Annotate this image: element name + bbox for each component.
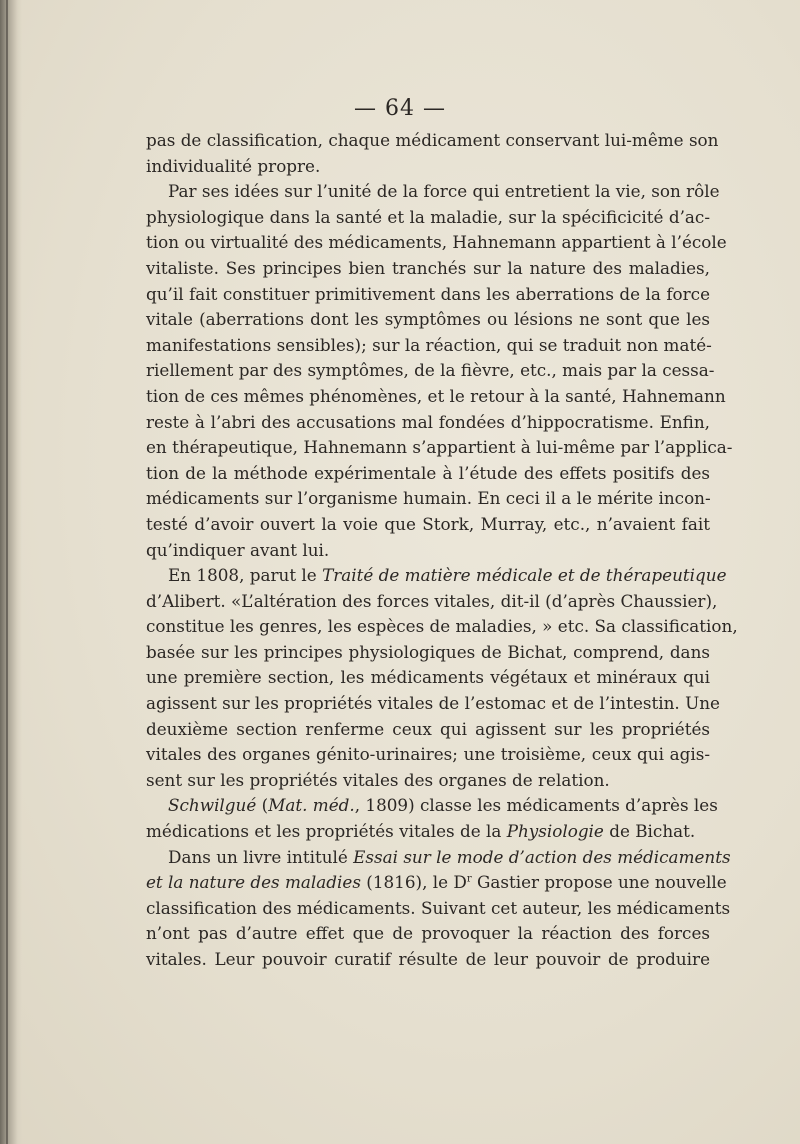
text-run: tion de ces mêmes phénomènes, et le retour à la santé, Hahnemann	[146, 385, 726, 406]
text-line	[146, 179, 720, 205]
text-line	[146, 461, 710, 487]
italic-title: et la nature des maladies	[146, 872, 361, 893]
italic-title: Essai sur le mode d’action des médicaments	[353, 846, 731, 867]
text-run: constitue les genres, les espèces de maladies, » etc. Sa classification,	[146, 616, 738, 637]
text-line	[146, 640, 710, 666]
text-line	[146, 512, 710, 538]
text-run: qu’indiquer avant lui.	[146, 539, 330, 560]
text-line	[146, 717, 710, 743]
text-run: vitales des organes génito-urinaires; une troisième, ceux qui agis-	[146, 744, 710, 765]
text-run: vitaliste. Ses principes bien tranchés sur la nature des maladies,	[146, 257, 710, 278]
italic-title: Traité de matière médicale et de thérapeutique	[322, 565, 727, 586]
text-run: agissent sur les propriétés vitales de l’estomac et de l’intestin. Une	[146, 693, 720, 714]
text-line	[146, 230, 727, 256]
text-line	[146, 282, 710, 308]
text-line	[146, 563, 727, 589]
text-run: manifestations sensibles); sur la réaction, qui se traduit non maté-	[146, 334, 712, 355]
text-run: de Bichat.	[603, 821, 696, 842]
text-run: (	[256, 795, 269, 816]
text-run: d’Alibert. «L’altération des forces vitales, dit-il (d’après Chaussier),	[146, 590, 718, 611]
text-run: deuxième section renferme ceux qui agissent sur les propriétés	[146, 718, 710, 739]
text-run: individualité propre.	[146, 155, 321, 176]
text-run: qu’il fait constituer primitivement dans les aberrations de la force	[146, 283, 710, 304]
text-run: vitale (aberrations dont les symptômes ou lésions ne sont que les	[146, 309, 710, 330]
text-line	[146, 589, 718, 615]
body-text	[146, 128, 738, 973]
text-line	[146, 486, 710, 512]
text-line	[146, 384, 726, 410]
text-run: reste à l’abri des accusations mal fondées d’hippocratisme. Enfin,	[146, 411, 710, 432]
italic-title: Mat. méd.	[268, 795, 355, 816]
text-run: , 1809) classe les médicaments d’après les	[354, 795, 718, 816]
text-line	[146, 205, 710, 231]
binding-edge	[0, 0, 22, 1144]
text-line	[146, 154, 710, 180]
text-line	[146, 435, 733, 461]
text-run: vitales. Leur pouvoir curatif résulte de leur pouvoir de produire	[146, 949, 710, 969]
text-line	[146, 333, 710, 359]
text-run: classification des médicaments. Suivant cet auteur, les médicaments	[146, 897, 731, 918]
text-line	[146, 870, 727, 896]
text-line	[146, 793, 718, 819]
text-run: en thérapeutique, Hahnemann s’appartient à lui-même par l’applica-	[146, 437, 733, 458]
text-run: sent sur les propriétés vitales des organes de relation.	[146, 769, 610, 790]
text-run: (1816), le D	[360, 872, 467, 893]
text-run: n’ont pas d’autre effet que de provoquer la réaction des forces	[146, 923, 710, 944]
text-line	[146, 947, 710, 973]
text-line	[146, 538, 710, 564]
text-line	[146, 256, 710, 282]
text-line	[146, 742, 710, 768]
text-line	[146, 128, 719, 154]
text-run: médicaments sur l’organisme humain. En ceci il a le mérite incon-	[146, 488, 711, 509]
italic-title: Physiologie	[506, 821, 604, 842]
text-line	[146, 819, 710, 845]
text-run: physiologique dans la santé et la maladie, sur la spécificicité d’ac-	[146, 206, 710, 227]
text-run: riellement par des symptômes, de la fièvre, etc., mais par la cessa-	[146, 360, 715, 381]
text-run: Gastier propose une nouvelle	[471, 872, 727, 893]
text-run: pas de classification, chaque médicament conservant lui-même son	[146, 130, 719, 150]
italic-title: Schwilgué	[168, 795, 257, 816]
text-line	[146, 691, 720, 717]
text-line	[146, 307, 710, 333]
text-run: médications et les propriétés vitales de la	[146, 821, 507, 842]
text-line	[146, 921, 710, 947]
text-run: une première section, les médicaments végétaux et minéraux qui	[146, 667, 710, 688]
text-line	[146, 410, 710, 436]
text-run: Dans un livre intitulé	[168, 846, 354, 867]
text-line	[146, 358, 715, 384]
text-run: Par ses idées sur l’unité de la force qui entretient la vie, son rôle	[168, 181, 720, 202]
binding-line	[6, 0, 8, 1144]
text-run: basée sur les principes physiologiques de Bichat, comprend, dans	[146, 641, 710, 662]
text-line	[146, 768, 710, 794]
text-run: tion ou virtualité des médicaments, Hahnemann appartient à l’école	[146, 232, 727, 253]
page-number: — 64 —	[354, 96, 446, 121]
text-line	[146, 665, 710, 691]
text-run: testé d’avoir ouvert la voie que Stork, Murray, etc., n’avaient fait	[146, 513, 710, 534]
text-line	[146, 845, 731, 871]
text-line	[146, 896, 731, 922]
text-run: tion de la méthode expérimentale à l’étude des effets positifs des	[146, 462, 710, 483]
superscript: r	[466, 873, 472, 885]
text-line	[146, 614, 738, 640]
text-run: En 1808, parut le	[168, 565, 323, 586]
